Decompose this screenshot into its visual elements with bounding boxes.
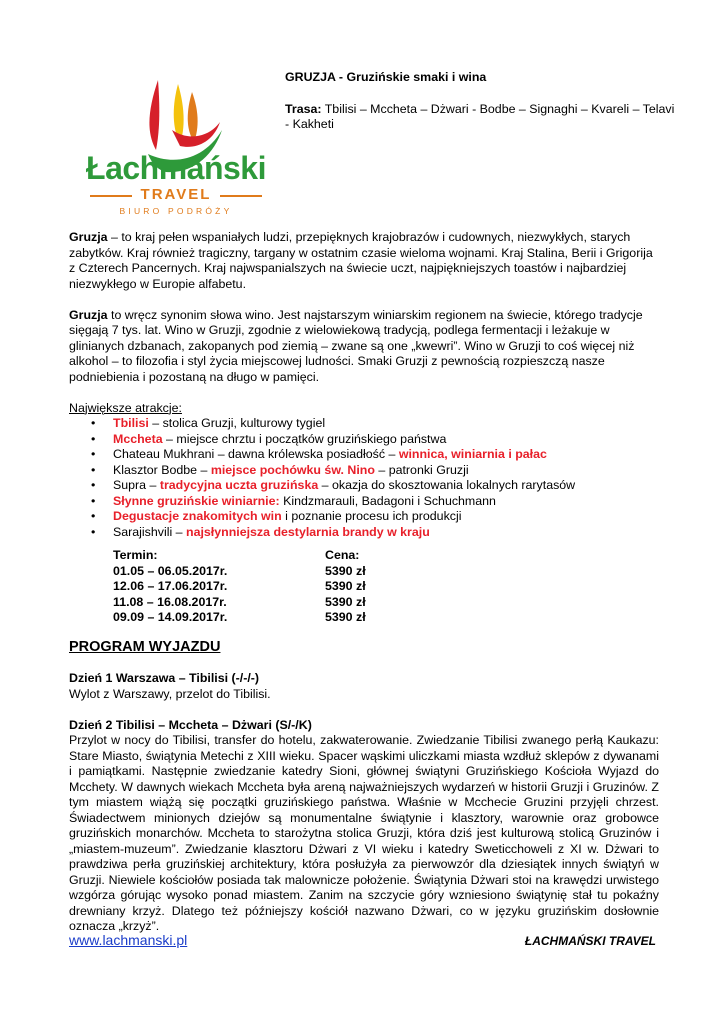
brand-name: Łachmański: [86, 150, 266, 186]
term-date: 09.09 – 14.09.2017r.: [113, 610, 228, 624]
term-price: 5390 zł: [325, 579, 366, 593]
table-row: [113, 595, 366, 611]
item-text: – miejsce chrztu i początków gruzińskiego państwa: [162, 431, 447, 446]
term-price: 5390 zł: [325, 610, 366, 624]
item-text: Supra –: [113, 478, 160, 492]
footer-brand: ŁACHMAŃSKI TRAVEL: [524, 934, 656, 948]
item-text: – okazja do skosztowania lokalnych rarytasów: [318, 478, 576, 492]
item-highlight: Mccheta: [113, 431, 163, 446]
item-highlight: Słynne gruzińskie winiarnie:: [113, 493, 280, 508]
table-row: [113, 579, 366, 595]
list-item: [69, 525, 659, 541]
intro-p2-bold: Gruzja: [69, 307, 108, 322]
brand-line-right: [220, 195, 262, 197]
intro-paragraph-2: [69, 308, 659, 386]
term-date: 12.06 – 17.06.2017r.: [113, 579, 228, 593]
item-highlight: miejsce pochówku św. Nino: [210, 462, 375, 477]
attractions-list: [69, 416, 659, 540]
cena-label: Cena:: [325, 548, 360, 562]
route-label: Trasa:: [285, 101, 322, 116]
document-body: [69, 230, 659, 950]
table-row: [113, 564, 366, 580]
list-item: [69, 432, 659, 448]
document-title: GRUZJA - Gruzińskie smaki i wina: [285, 70, 487, 84]
day2-text: Przylot w nocy do Tibilisi, transfer do hotelu, zakwaterowanie. Zwiedzanie Tibilisi zwanego perłą Kaukazu: Stare Miasto, świątynia Metechi z XIII wieku. Spacer wąskimi uliczkami miasta wzdłuż sklepów z dywanami i pamiątkami. Następnie zwiedzanie katedry Sioni, głównej świątyni Gruzińskiego Kościoła Wyjazd do Mcchety. W dawnych wiekach Mccheta była areną najważniejszych wydarzeń w historii Gruzji i Gruzinów. Z tym miastem wiążą się początki gruzińskiego państwa. Właśnie w Mcchecie Gruzini przyjęli chrzest. Świadectwem minionych dziejów są monumentalne świątynie i klasztory, warownie oraz grobowce gruzińskich monarchów. Mccheta to starożytna stolica Gruzji, która dziś jest kulturową stolicą Gruzinów i „miastem-muzeum”. Zwiedzanie klasztoru Dżwari z VI wieku i katedry Sweticchoweli z XI w. Dżwari to prawdziwa perła gruzińskiej architektury, która posłużyła za pierwowzór dla dziesiątek innych świątyń w Gruzji. Niewiele kościołów posiada tak malownicze położenie. Świątynia Dżwari stoi na krawędzi urwistego wzgórza górując wysoko ponad miastem. Zanim na szczycie góry wzniesiono świątynię stał tu pokaźny drewniany krzyż. Dlatego też późniejszy kościół nazwano Dżwari, co w języku gruzińskim dosłownie oznacza „krzyż”.: [69, 733, 659, 933]
route-text: Tbilisi – Mccheta – Dżwari - Bodbe – Signaghi – Kvareli – Telavi - Kakheti: [285, 101, 675, 131]
item-text: Chateau Mukhrani – dawna królewska posiadłość –: [113, 447, 399, 461]
intro-p2-text: to wręcz synonim słowa wino. Jest najstarszym winiarskim regionem na świecie, którego tradycje sięgają 7 tys. lat. Wino w Gruzji, zgodnie z wielowiekową tradycją, podlega fermentacji i leżakuje w glinianych dzbanach, zakopanych pod ziemią – zwane są one „kwewri”. Wino w Gruzji to coś więcej niż alkohol – to filozofia i styl życia miejscowej ludności. Smaki Gruzji z pewnością rozpieszczą nasze podniebienia i pozostaną na długo w pamięci.: [69, 307, 643, 384]
term-date: 11.08 – 16.08.2017r.: [113, 594, 227, 609]
item-highlight: Tbilisi: [113, 416, 149, 430]
term-price: 5390 zł: [325, 563, 366, 578]
list-item: [69, 494, 659, 510]
day2-title: Dzień 2 Tibilisi – Mccheta – Dżwari (S/-/K): [69, 717, 312, 732]
item-highlight: Degustacje znakomitych win: [113, 509, 282, 523]
item-highlight: tradycyjna uczta gruzińska: [159, 478, 319, 492]
intro-p1-text: – to kraj pełen wspaniałych ludzi, przepięknych krajobrazów i cudownych, niezwykłych, starych zabytków. Kraj również tragiczny, targany w ostatnim czasie wieloma wojnami. Kraj Stalina, Berii i Grigorija z Czterech Pancernych. Kraj najwspanialszych na świecie uczt, najpiękniejszych toastów i najbardziej niezwykłego w Europie alfabetu.: [69, 230, 653, 291]
item-text: – patronki Gruzji: [374, 462, 469, 477]
list-item: [69, 509, 659, 525]
term-price: 5390 zł: [325, 594, 366, 609]
table-row: [113, 610, 366, 626]
brand-travel: TRAVEL: [140, 186, 212, 203]
intro-paragraph-1: [69, 230, 659, 292]
item-text: Kindzmarauli, Badagoni i Schuchmann: [279, 493, 496, 508]
intro-p1-bold: Gruzja: [69, 230, 108, 244]
brand-tagline: BIURO PODRÓŻY: [119, 206, 233, 216]
website-link[interactable]: www.lachmanski.pl: [69, 932, 188, 948]
day1-title: Dzień 1 Warszawa – Tibilisi (-/-/-): [69, 671, 260, 685]
list-item: [69, 416, 659, 432]
attractions-heading: Największe atrakcje:: [69, 400, 182, 415]
logo-sail-red: [149, 80, 159, 150]
item-text: Sarajishvili –: [113, 524, 186, 539]
item-text: i poznanie procesu ich produkcji: [281, 509, 462, 523]
item-highlight: winnica, winiarnia i pałac: [398, 447, 547, 461]
termin-label: Termin:: [113, 548, 158, 562]
brand-travel-row: [86, 186, 266, 204]
list-item: [69, 447, 659, 463]
document-header: [285, 70, 675, 133]
program-heading: PROGRAM WYJAZDU: [69, 638, 221, 655]
route: [285, 102, 675, 133]
table-header-row: [113, 548, 366, 564]
list-item: [69, 463, 659, 479]
item-text: Klasztor Bodbe –: [113, 462, 211, 477]
item-highlight: najsłynniejsza destylarnia brandy w kraju: [186, 524, 430, 539]
term-date: 01.05 – 06.05.2017r.: [113, 563, 228, 578]
day1-text: Wylot z Warszawy, przelot do Tibilisi.: [69, 686, 271, 701]
logo-sail-orange: [188, 92, 198, 142]
list-item: [69, 478, 659, 494]
terms-table: [113, 548, 366, 626]
item-text: – stolica Gruzji, kulturowy tygiel: [148, 416, 326, 430]
